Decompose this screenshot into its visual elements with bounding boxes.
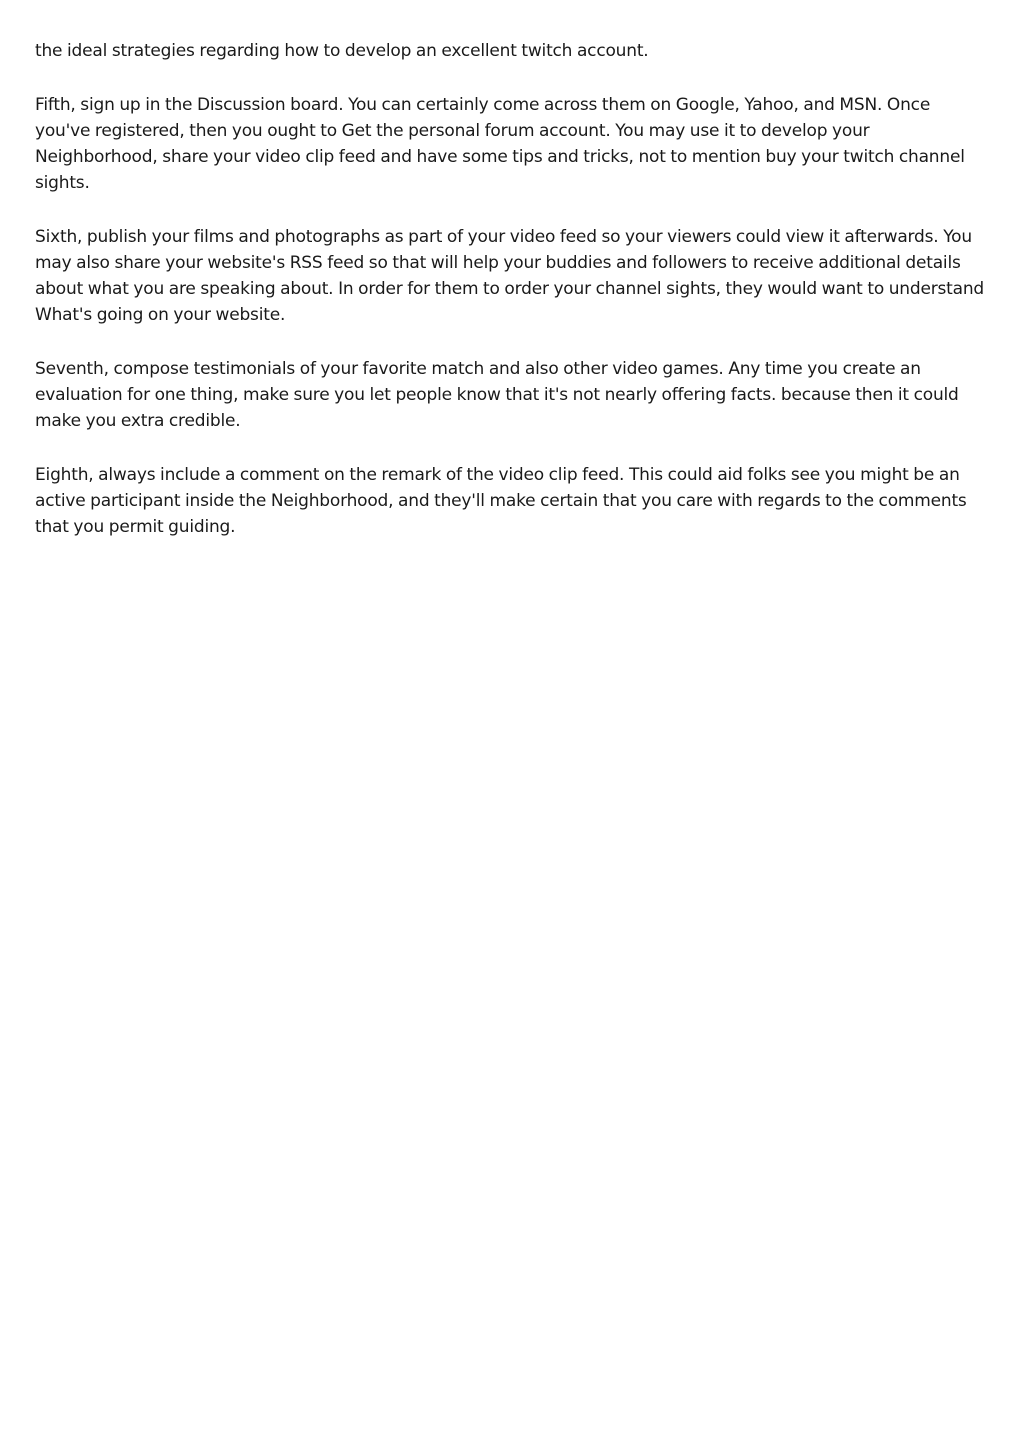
paragraph-intro-continuation: the ideal strategies regarding how to develop an excellent twitch account. [35,41,649,61]
paragraph-seventh: Seventh, compose testimonials of your favorite match and also other video games. Any time you create an evaluation for one thing, make sure you let people know that it's not nearly offering facts. because then it could make you extra credible. [35,359,959,431]
paragraph-eighth: Eighth, always include a comment on the remark of the video clip feed. This could aid folks see you might be an active participant inside the Neighborhood, and they'll make certain that you care with regards to the comments that you permit guiding. [35,465,967,537]
paragraph-fifth: Fifth, sign up in the Discussion board. You can certainly come across them on Google, Yahoo, and MSN. Once you've registered, then you ought to Get the personal forum account. You may use it to develop your Neighborhood, share your video clip feed and have some tips and tricks, not to mention buy your twitch channel sights. [35,95,965,193]
paragraph-sixth: Sixth, publish your films and photographs as part of your video feed so your viewers could view it afterwards. You may also share your website's RSS feed so that will help your buddies and followers to receive additional details about what you are speaking about. In order for them to order your channel sights, they would want to understand What's going on your website. [35,227,985,325]
document-body [35,38,985,568]
